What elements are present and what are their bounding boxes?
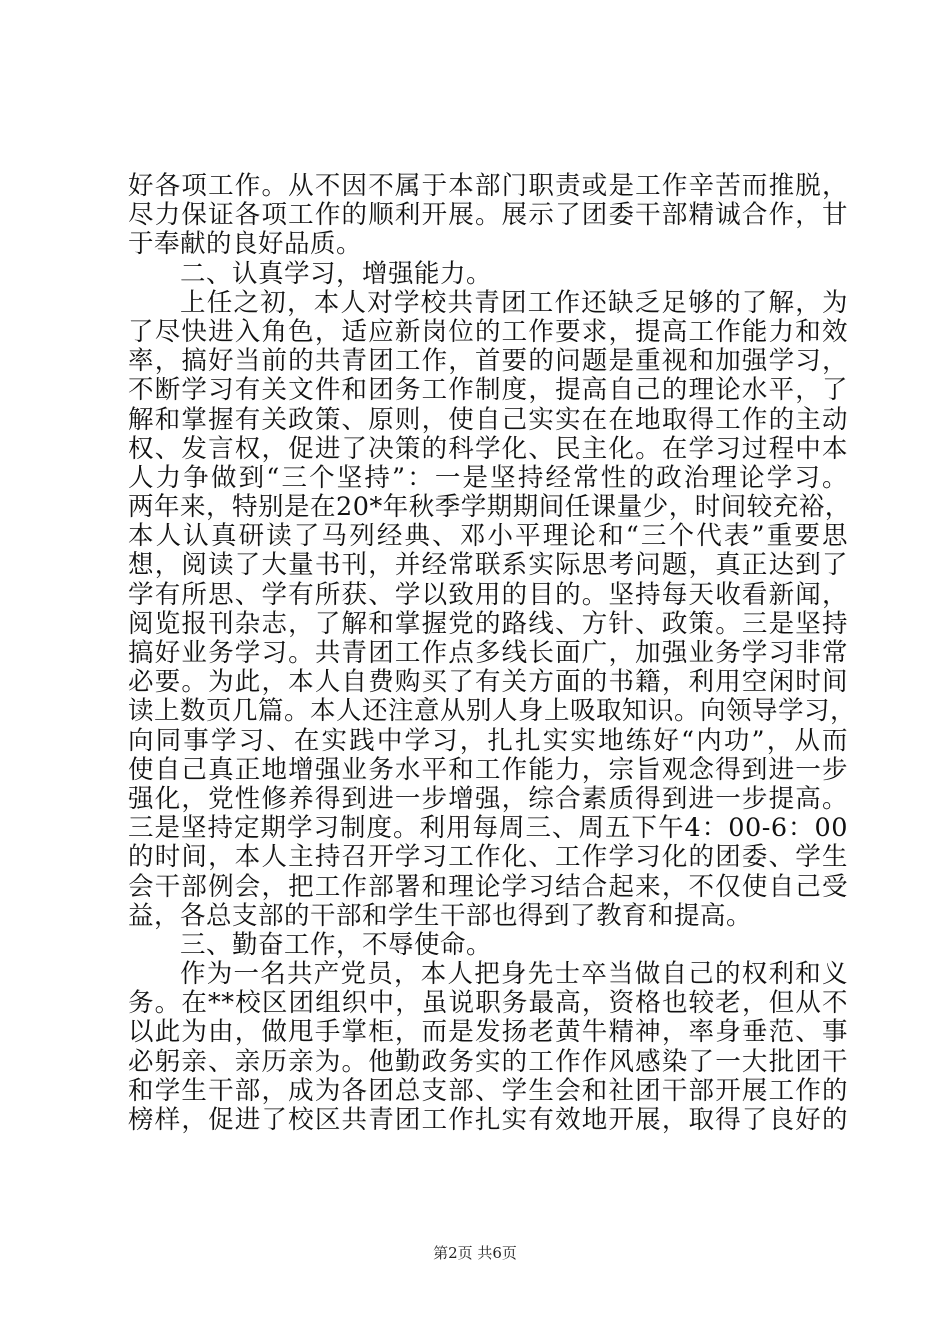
text-line: 向同事学习、在实践中学习，扎扎实实地练好“内功”，从而	[128, 725, 848, 756]
text-line: 必躬亲、亲历亲为。他勤政务实的工作作风感染了一大批团干	[128, 1046, 848, 1077]
text-line: 想，阅读了大量书刊，并经常联系实际思考问题，真正达到了	[128, 550, 848, 581]
text-line: 尽力保证各项工作的顺利开展。展示了团委干部精诚合作，甘	[128, 200, 848, 231]
text-line: 的时间，本人主持召开学习工作化、工作学习化的团委、学生	[128, 842, 848, 873]
text-line: 两年来，特别是在20*年秋季学期期间任课量少，时间较充裕，	[128, 492, 851, 523]
text-line: 人力争做到“三个坚持”：一是坚持经常性的政治理论学习。	[128, 462, 848, 493]
text-line: 使自己真正地增强业务水平和工作能力，宗旨观念得到进一步	[128, 754, 848, 785]
text-line: 于奉献的良好品质。	[128, 229, 363, 260]
text-line: 解和掌握有关政策、原则，使自己实实在在地取得工作的主动	[128, 404, 848, 435]
text-line: 权、发言权，促进了决策的科学化、民主化。在学习过程中本	[128, 433, 848, 464]
text-line: 上任之初，本人对学校共青团工作还缺乏足够的了解，为	[180, 287, 848, 318]
text-line: 了尽快进入角色，适应新岗位的工作要求，提高工作能力和效	[128, 316, 848, 347]
text-line: 榜样，促进了校区共青团工作扎实有效地开展，取得了良好的	[128, 1105, 848, 1135]
text-line: 不断学习有关文件和团务工作制度，提高自己的理论水平，了	[128, 375, 848, 406]
text-line: 和学生干部，成为各团总支部、学生会和社团干部开展工作的	[128, 1075, 848, 1106]
text-line: 务。在**校区团组织中，虽说职务最高，资格也较老，但从不	[128, 988, 848, 1019]
text-line: 读上数页几篇。本人还注意从别人身上吸取知识。向领导学习，	[128, 696, 857, 727]
section-heading: 二、认真学习，增强能力。	[180, 258, 493, 289]
text-line: 益，各总支部的干部和学生干部也得到了教育和提高。	[128, 900, 753, 931]
text-line: 学有所思、学有所获、学以致用的目的。坚持每天收看新闻，	[128, 579, 848, 610]
text-line: 会干部例会，把工作部署和理论学习结合起来，不仅使自己受	[128, 871, 848, 902]
text-line: 作为一名共产党员，本人把身先士卒当做自己的权利和义	[180, 959, 848, 990]
text-line: 以此为由，做甩手掌柜，而是发扬老黄牛精神，率身垂范、事	[128, 1017, 848, 1048]
text-line: 本人认真研读了马列经典、邓小平理论和“三个代表”重要思	[128, 521, 848, 552]
text-line: 好各项工作。从不因不属于本部门职责或是工作辛苦而推脱，	[128, 171, 848, 201]
section-heading: 三、勤奋工作，不辱使命。	[180, 929, 493, 960]
text-line: 率，搞好当前的共青团工作，首要的问题是重视和加强学习，	[128, 346, 848, 377]
text-line: 阅览报刊杂志，了解和掌握党的路线、方针、政策。三是坚持	[128, 608, 848, 639]
page-number-label: 第2页 共6页	[433, 1244, 517, 1262]
body-text	[128, 171, 857, 1135]
text-line: 必要。为此，本人自费购买了有关方面的书籍，利用空闲时间	[128, 667, 848, 698]
page-footer	[0, 1243, 950, 1263]
text-line: 三是坚持定期学习制度。利用每周三、周五下午4：00-6：00	[128, 813, 848, 844]
text-line: 强化，党性修养得到进一步增强，综合素质得到进一步提高。	[128, 783, 848, 814]
text-line: 搞好业务学习。共青团工作点多线长面广，加强业务学习非常	[128, 638, 848, 668]
